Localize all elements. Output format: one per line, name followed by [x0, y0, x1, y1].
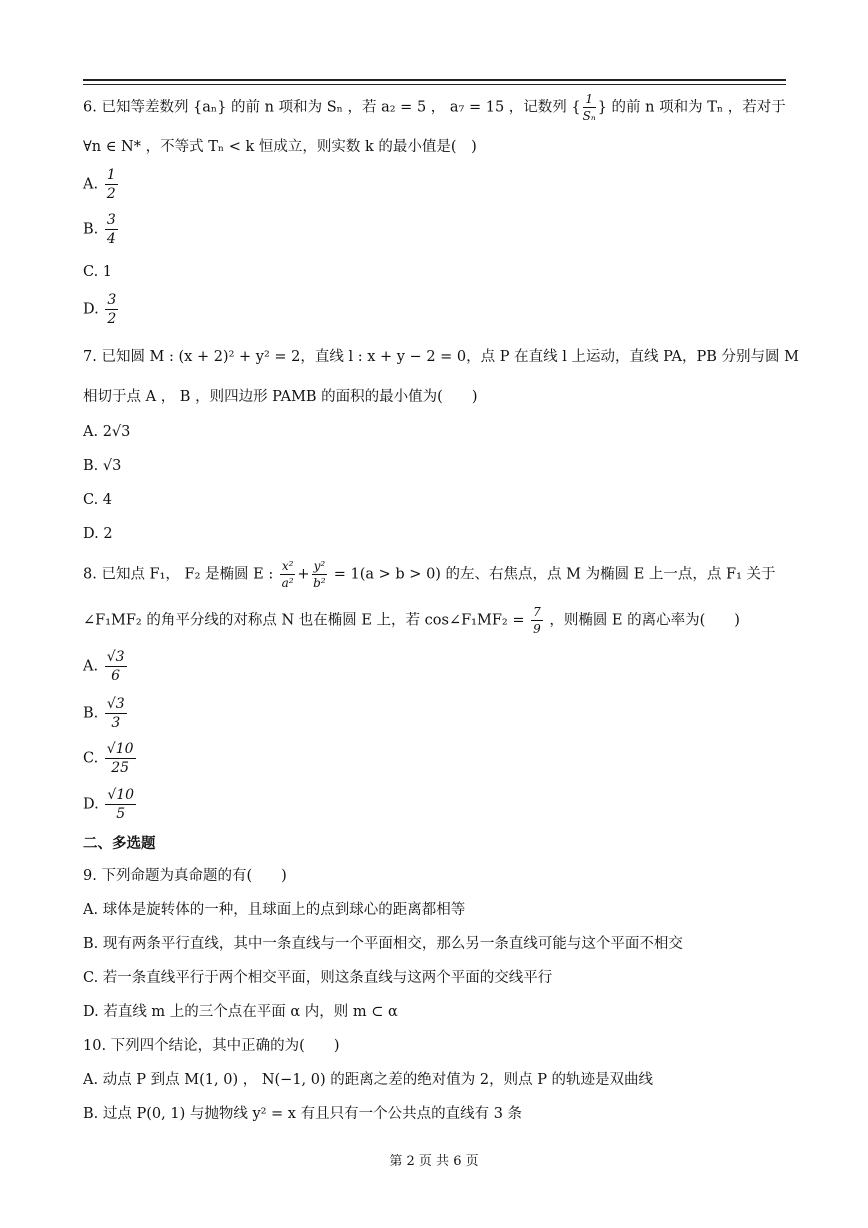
q10-option-a[interactable]: A. 动点 P 到点 M(1, 0) ， N(−1, 0) 的距离之差的绝对值为 2，则点 P 的轨迹是双曲线 — [83, 1072, 654, 1088]
q6-text-a: 6. 已知等差数列 {aₙ} 的前 n 项和为 Sₙ ，若 a₂ = 5 ， a₇ = 15 ，记数列 { — [83, 99, 581, 116]
q8-d-den: 5 — [116, 806, 126, 822]
q9-option-b[interactable]: B. 现有两条平行直线，其中一条直线与一个平面相交，那么另一条直线可能与这个平面不相交 — [83, 936, 683, 952]
q9-option-c[interactable]: C. 若一条直线平行于两个相交平面，则这条直线与这两个平面的交线平行 — [83, 970, 553, 986]
q6-a-num: 1 — [106, 167, 116, 183]
q8-plus: + — [297, 566, 310, 583]
q8-b-den: 3 — [111, 715, 121, 731]
q8-cos-den: 9 — [533, 622, 541, 636]
q7-option-b[interactable]: B. √3 — [83, 458, 122, 474]
q6-stem-line2: ∀n ∈ N* ，不等式 Tₙ < k 恒成立，则实数 k 的最小值是( ) — [83, 139, 477, 155]
q8-c-label: C. — [83, 750, 99, 767]
q6-d-fraction — [105, 293, 118, 326]
q8-c-den: 25 — [111, 760, 130, 776]
q8-option-b[interactable] — [83, 697, 129, 730]
q8-fy-num: y² — [313, 559, 326, 573]
q8-text-a: 8. 已知点 F₁， F₂ 是椭圆 E : — [83, 566, 274, 583]
q8-c-fraction — [105, 742, 136, 775]
q6-b-den: 4 — [106, 231, 116, 247]
q8-d-label: D. — [83, 796, 99, 813]
q7-option-d[interactable]: D. 2 — [83, 526, 113, 542]
q8-a-den: 6 — [111, 668, 121, 684]
q6-a-label: A. — [83, 176, 99, 193]
header-rule-thick — [83, 79, 786, 81]
q9-option-d[interactable]: D. 若直线 m 上的三个点在平面 α 内，则 m ⊂ α — [83, 1004, 398, 1020]
q6-d-label: D. — [83, 301, 99, 318]
q8-b-label: B. — [83, 705, 99, 722]
q8-c-num: √10 — [106, 741, 134, 757]
q8-d-num: √10 — [107, 787, 135, 803]
section-heading-multiple-choice: 二、多选题 — [83, 835, 156, 852]
header-rule-thin — [83, 84, 786, 85]
q8-fx-num: x² — [281, 559, 294, 573]
q8-stem-line1 — [83, 560, 776, 589]
q6-b-fraction — [105, 213, 118, 246]
q8-a-label: A. — [83, 658, 99, 675]
q8-d-fraction — [105, 788, 136, 821]
q8-option-c[interactable] — [83, 742, 138, 775]
q7-option-c[interactable]: C. 4 — [83, 492, 113, 508]
q6-frac-den: Sₙ — [582, 109, 596, 123]
q8-text-d: ，则椭圆 E 的离心率为( ) — [549, 612, 740, 629]
q8-fy-den: b² — [313, 576, 326, 590]
q8-fraction-cos — [531, 606, 543, 635]
q6-option-b[interactable] — [83, 213, 120, 246]
q8-a-fraction — [105, 650, 127, 683]
q8-option-a[interactable] — [83, 650, 129, 683]
q6-frac-num: 1 — [583, 93, 596, 108]
q10-option-b[interactable]: B. 过点 P(0, 1) 与抛物线 y² = x 有且只有一个公共点的直线有 3 条 — [83, 1106, 523, 1122]
q8-b-fraction — [105, 697, 127, 730]
q8-a-num: √3 — [106, 649, 125, 665]
q6-fraction — [583, 93, 596, 122]
q8-text-c: ∠F₁MF₂ 的角平分线的对称点 N 也在椭圆 E 上，若 cos∠F₁MF₂ = — [83, 612, 525, 629]
q6-d-num: 3 — [107, 292, 117, 308]
q6-c-label: C. — [83, 264, 99, 280]
q6-a-den: 2 — [106, 186, 116, 202]
q8-option-d[interactable] — [83, 788, 138, 821]
q8-fraction-x — [280, 560, 296, 589]
q8-fx-den: a² — [281, 576, 294, 590]
q8-fraction-y — [312, 560, 328, 589]
q6-stem-line1 — [83, 93, 786, 122]
q7-option-a[interactable]: A. 2√3 — [83, 424, 131, 440]
q8-b-num: √3 — [106, 696, 125, 712]
q7-stem-line1: 7. 已知圆 M : (x + 2)² + y² = 2，直线 l : x + y − 2 = 0，点 P 在直线 l 上运动，直线 PA，PB 分别与圆 M — [83, 349, 799, 365]
q8-text-b: = 1(a > b > 0) 的左、右焦点，点 M 为椭圆 E 上一点，点 F₁ 关于 — [333, 566, 776, 583]
q6-b-num: 3 — [106, 212, 116, 228]
q6-option-a[interactable] — [83, 168, 120, 201]
q8-cos-num: 7 — [533, 605, 541, 619]
q6-text-b: } 的前 n 项和为 Tₙ ，若对于 — [597, 99, 786, 116]
page-footer: 第 2 页 共 6 页 — [389, 1154, 479, 1169]
q6-c-text: 1 — [102, 264, 113, 280]
q9-option-a[interactable]: A. 球体是旋转体的一种，且球面上的点到球心的距离都相等 — [83, 902, 466, 918]
q6-a-fraction — [105, 168, 118, 201]
q6-option-d[interactable] — [83, 293, 120, 326]
q6-option-c[interactable] — [83, 262, 112, 282]
q7-stem-line2: 相切于点 A ， B ，则四边形 PAMB 的面积的最小值为( ) — [83, 389, 478, 405]
q6-d-den: 2 — [107, 311, 117, 327]
q6-b-label: B. — [83, 221, 99, 238]
q8-stem-line2 — [83, 606, 740, 635]
q10-stem: 10. 下列四个结论，其中正确的为( ) — [83, 1038, 340, 1054]
q9-stem: 9. 下列命题为真命题的有( ) — [83, 868, 287, 884]
